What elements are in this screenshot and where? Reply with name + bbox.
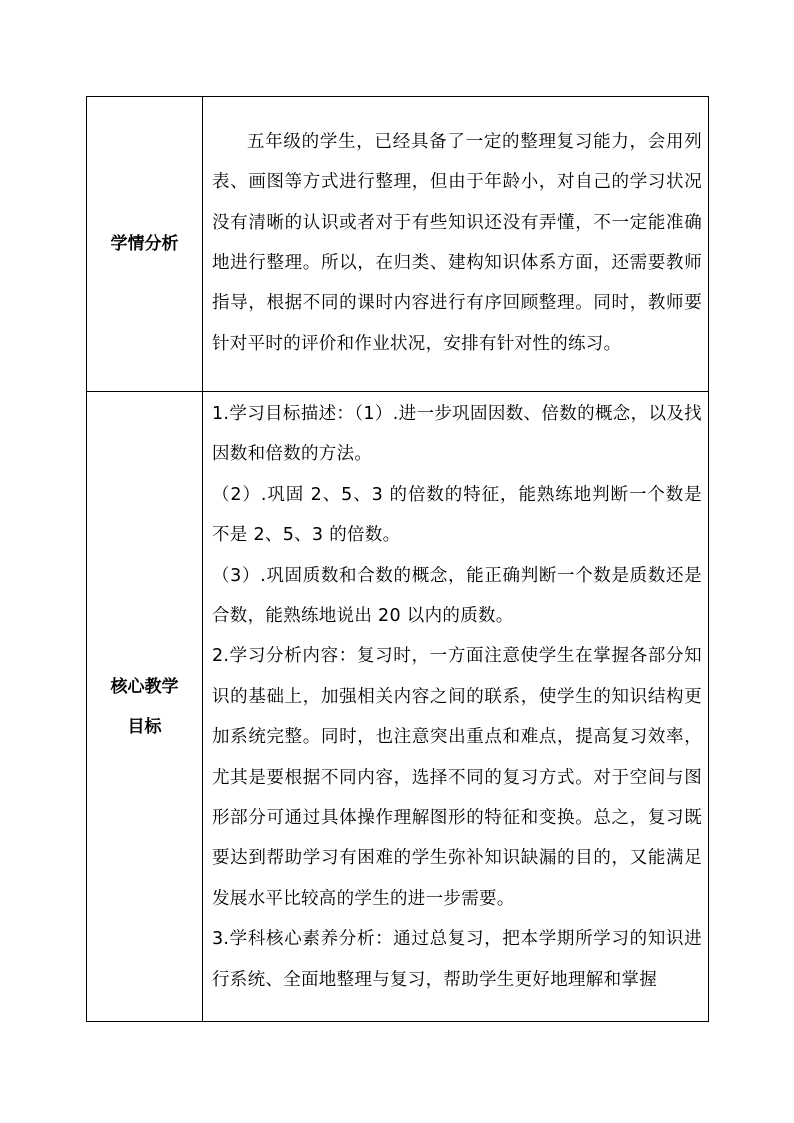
row-label-cell: [87, 97, 203, 392]
paragraph: 2.学习分析内容：复习时，一方面注意使学生在掌握各部分知识的基础上，加强相关内容之间的联系，使学生的知识结构更加系统完整。同时，也注意突出重点和难点，提高复习效率，尤其是要根据不同内容，选择不同的复习方式。对于空间与图形部分可通过具体操作理解图形的特征和变换。总之，复习既要达到帮助学习有困难的学生弥补知识缺漏的目的，又能满足发展水平比较高的学生的进一步需要。: [212, 646, 702, 909]
row-label: 核心教学: [110, 676, 179, 697]
paragraph: 五年级的学生，已经具备了一定的整理复习能力，会用列表、画图等方式进行整理，但由于年龄小，对自己的学习状况没有清晰的认识或者对于有些知识还没有弄懂，不一定能准确地进行整理。所以，在归类、建构知识体系方面，还需要教师指导，根据不同的课时内容进行有序回顾整理。同时，教师要针对平时的评价和作业状况，安排有针对性的练习。: [212, 131, 702, 354]
row-label: 学情分析: [110, 234, 179, 254]
paragraph: （2）.巩固 2、5、3 的倍数的特征，能熟练地判断一个数是不是 2、5、3 的倍数。: [212, 484, 702, 546]
paragraph: 3.学科核心素养分析：通过总复习，把本学期所学习的知识进行系统、全面地整理与复习，帮助学生更好地理解和掌握: [212, 929, 702, 990]
table-row: [87, 97, 709, 392]
table-row: [87, 392, 709, 1022]
row-content-cell: [203, 392, 709, 1022]
lesson-plan-table: [86, 96, 709, 1022]
row-content-cell: [203, 97, 709, 392]
paragraph: 1.学习目标描述：（1）.进一步巩固因数、倍数的概念，以及找因数和倍数的方法。: [212, 404, 702, 465]
paragraph: （3）.巩固质数和合数的概念，能正确判断一个数是质数还是合数，能熟练地说出 20 以内的质数。: [212, 565, 702, 627]
row-label-cell: [87, 392, 203, 1022]
row-label: 目标: [127, 716, 162, 737]
